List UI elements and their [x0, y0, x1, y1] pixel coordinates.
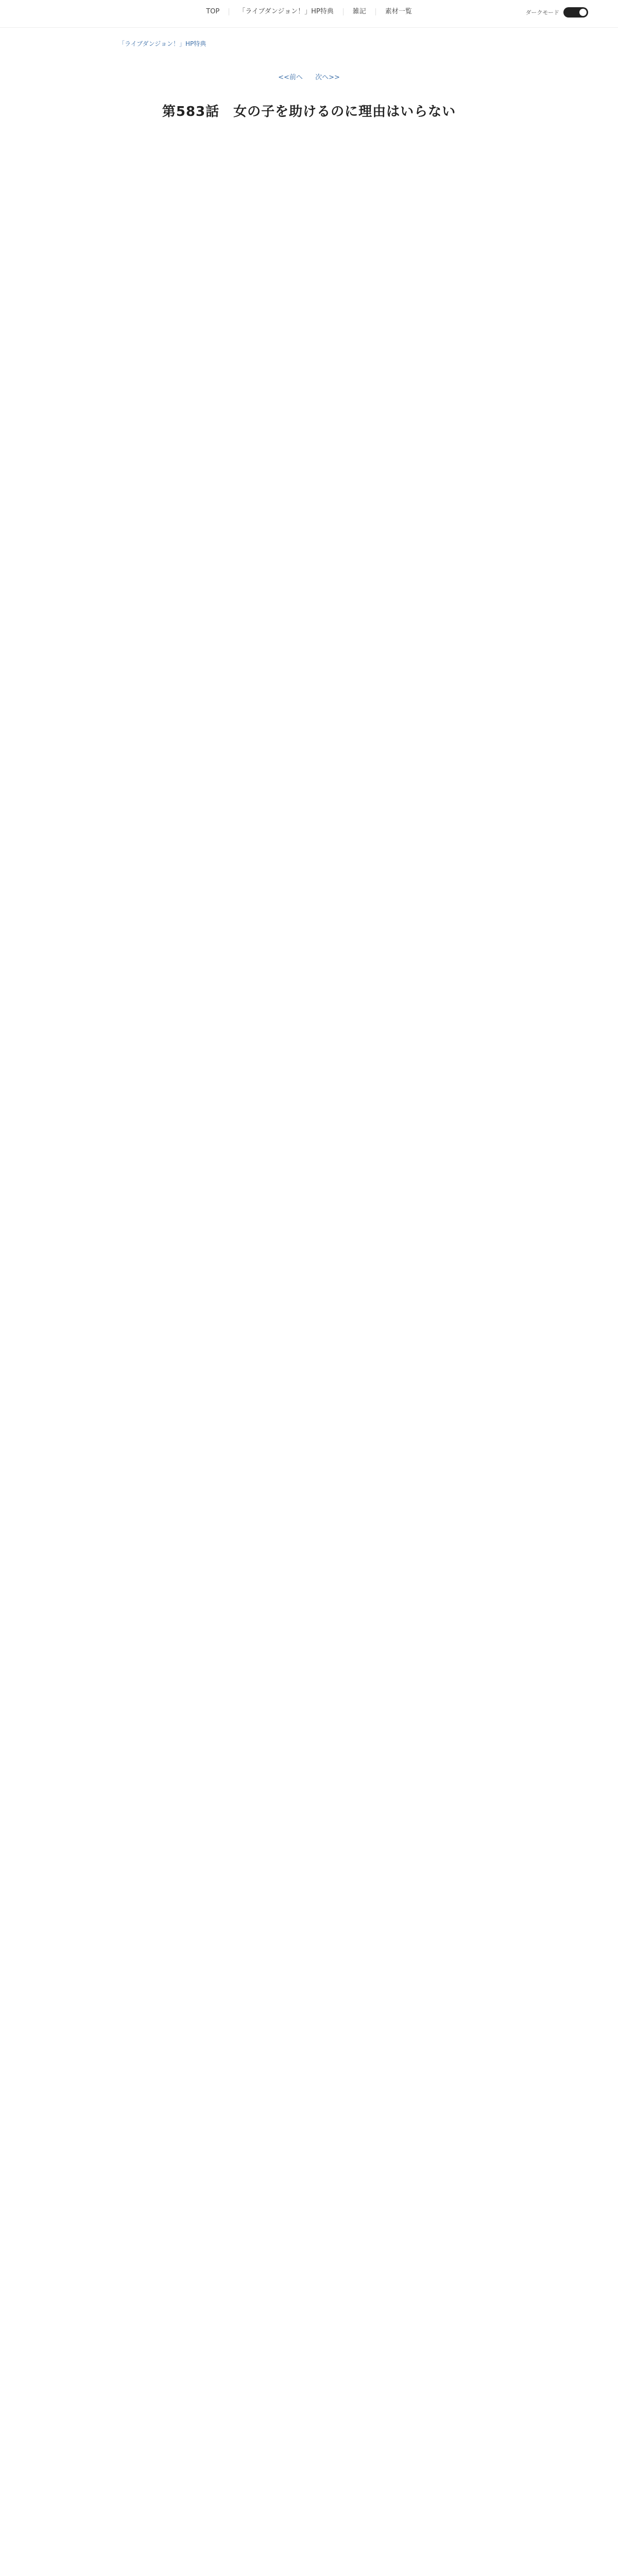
next-link[interactable]: 次へ>> [315, 74, 340, 81]
top-bar [0, 0, 618, 28]
darkmode-label: ダークモード [525, 9, 559, 16]
breadcrumb [118, 39, 206, 48]
prev-link[interactable]: <<前へ [278, 74, 303, 81]
nav-item-materials[interactable]: 素材一覧 [375, 8, 421, 15]
darkmode-toggle[interactable] [563, 7, 588, 18]
nav-item-hp-bonus[interactable]: 「ライブダンジョン！」HP特典 [229, 8, 342, 15]
nav-item-notes[interactable]: 雑記 [343, 8, 375, 15]
toggle-knob [579, 9, 587, 16]
darkmode-switch[interactable] [525, 7, 588, 18]
pager-top [0, 72, 618, 81]
page-title: 第583話 女の子を助けるのに理由はいらない [162, 104, 456, 120]
nav-item-top[interactable]: TOP [206, 8, 220, 15]
breadcrumb-link[interactable]: 「ライブダンジョン！」HP特典 [118, 40, 207, 47]
